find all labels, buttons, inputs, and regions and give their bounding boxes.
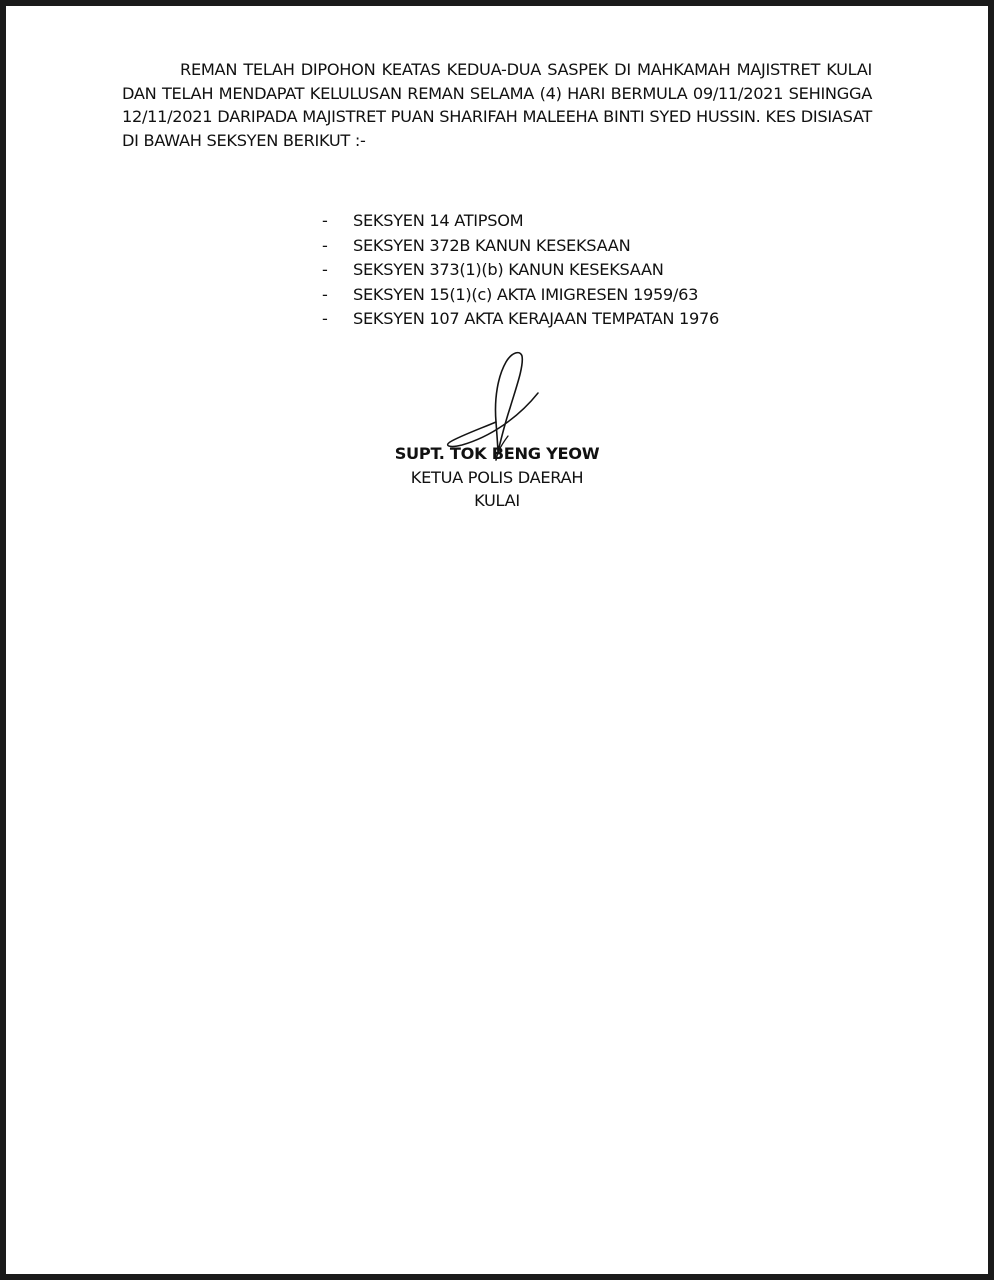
section-label: SEKSYEN 372B KANUN KESEKSAAN <box>353 235 631 255</box>
signatory-title: KETUA POLIS DAERAH <box>410 467 584 487</box>
section-list <box>322 209 719 332</box>
list-item <box>322 283 719 308</box>
signatory-district: KULAI <box>474 491 520 511</box>
intro-paragraph: REMAN TELAH DIPOHON KEATAS KEDUA-DUA SASPEK DI MAHKAMAH MAJISTRET KULAI DAN TELAH MENDAPAT KELULUSAN REMAN SELAMA (4) HARI BERMULA 09/11/2021 SEHINGGA 12/11/2021 DARIPADA MAJISTRET PUAN SHARIFAH MALEEHA BINTI SYED HUSSIN. KES DISIASAT DI BAWAH SEKSYEN BERIKUT :- <box>122 60 872 150</box>
document-page <box>6 6 988 1274</box>
signatory-name: SUPT. TOK BENG YEOW <box>394 444 600 463</box>
section-label: SEKSYEN 373(1)(b) KANUN KESEKSAAN <box>353 260 664 280</box>
section-label: SEKSYEN 107 AKTA KERAJAAN TEMPATAN 1976 <box>353 309 720 329</box>
list-item <box>322 234 719 259</box>
section-label: SEKSYEN 14 ATIPSOM <box>353 211 524 230</box>
list-item <box>322 209 719 234</box>
section-label: SEKSYEN 15(1)(c) AKTA IMIGRESEN 1959/63 <box>353 284 699 304</box>
list-item <box>322 258 719 283</box>
bullet-dash: - <box>322 309 328 329</box>
handwritten-signature <box>438 348 548 466</box>
bullet-dash: - <box>322 260 328 280</box>
bullet-dash: - <box>322 211 328 230</box>
list-item <box>322 307 719 332</box>
bullet-dash: - <box>322 284 328 304</box>
bullet-dash: - <box>322 235 328 255</box>
